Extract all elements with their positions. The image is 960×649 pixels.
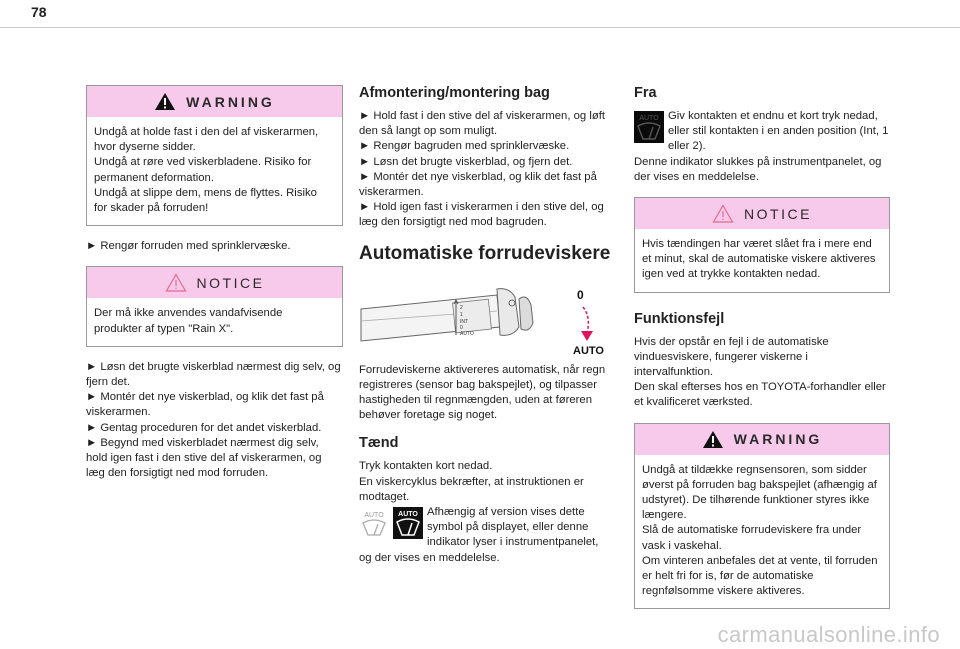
auto-wiper-filled-icon bbox=[393, 507, 423, 539]
notice-header bbox=[87, 267, 342, 298]
svg-text:1: 1 bbox=[460, 311, 463, 318]
notice-header bbox=[635, 198, 889, 229]
section-heading: Tænd bbox=[359, 435, 399, 452]
paragraph-line: Den skal efterses hos en TOYOTA-forhandler eller et kvalificeret værksted. bbox=[634, 381, 886, 409]
section-heading: Fra bbox=[634, 85, 657, 101]
notice-triangle-icon bbox=[165, 273, 187, 292]
warning-header bbox=[87, 86, 342, 117]
notice-triangle-icon bbox=[712, 204, 734, 223]
warning-triangle-icon bbox=[154, 92, 176, 111]
step-item: ► Rengør bagruden med sprinklervæske. bbox=[359, 140, 570, 153]
notice-box bbox=[634, 197, 890, 293]
warning-box bbox=[86, 85, 343, 226]
paragraph-line: Tryk kontakten kort nedad. bbox=[359, 460, 493, 473]
notice-title: NOTICE bbox=[196, 274, 265, 291]
off-description: Giv kontakten et endnu et kort tryk nedad, eller stil kontakten i en anden position (Int, 1 eller 2). bbox=[668, 110, 889, 153]
icon-auto-label: AUTO bbox=[364, 512, 384, 520]
section-heading: Funktionsfejl bbox=[634, 310, 725, 327]
warning-line: Om vinteren anbefales det at vente, til forruden er helt fri for is, før de automatiske regnfølsomme viskere aktiveres. bbox=[642, 554, 878, 598]
step-item: ► Montér det nye viskerblad, og klik det fast på viskerarmen. bbox=[86, 391, 324, 419]
warning-line: Slå de automatiske forrudeviskere fra under vask i vaskehal. bbox=[642, 524, 862, 552]
indicator-paragraph bbox=[359, 505, 613, 566]
auto-wiper-outline-icon bbox=[359, 507, 389, 539]
paragraph-line: Hvis der opstår en fejl i de automatiske vinduesviskere, fungerer viskerne i intervalfunktion. bbox=[634, 335, 829, 379]
column-3 bbox=[634, 85, 890, 622]
warning-line: Undgå at holde fast i den del af viskerarmen, hvor dyserne sidder. bbox=[94, 126, 319, 154]
auto-wiper-intro: Forrudeviskerne aktivereres automatisk, når regn registreres (sensor bag bakspejlet), og tilpasser hastigheden til regnmængden, uden at føreren behøver foretage sig noget. bbox=[359, 363, 606, 422]
column-2 bbox=[359, 85, 613, 566]
paragraph-line: En viskercyklus bekræfter, at instruktionen er modtaget. bbox=[359, 475, 584, 503]
warning-line: Undgå at slippe dem, mens de flyttes. Risiko for skader på forruden! bbox=[94, 186, 317, 215]
header-divider bbox=[0, 27, 960, 28]
step-item: ► Løsn det brugte viskerblad, og fjern det. bbox=[359, 155, 573, 168]
warning-body bbox=[87, 117, 342, 225]
notice-box bbox=[86, 266, 343, 346]
warning-line: Undgå at tildække regnsensoren, som sidder øverst på forruden bag bakspejlet (afhængig af udstyret). De tilhørende funktioner styres ikke længere. bbox=[642, 463, 877, 522]
svg-text:2: 2 bbox=[460, 304, 463, 311]
position-zero-label: 0 bbox=[577, 287, 584, 302]
lever-auto-label: AUTO bbox=[460, 330, 474, 337]
step-item: ► Gentag proceduren for det andet viskerblad. bbox=[86, 421, 322, 434]
svg-text:0: 0 bbox=[460, 324, 463, 331]
auto-wiper-indicator-icon bbox=[634, 111, 664, 143]
step-list bbox=[359, 109, 613, 231]
step-item: ► Montér det nye viskerblad, og klik det fast på viskerarmen. bbox=[359, 170, 597, 199]
step-item: ► Løsn det brugte viskerblad nærmest dig selv, og fjern det. bbox=[86, 360, 341, 389]
notice-body: Der må ikke anvendes vandafvisende produkter af typen "Rain X". bbox=[94, 307, 283, 335]
notice-title: NOTICE bbox=[744, 205, 812, 222]
notice-body: Hvis tændingen har været slået fra i mere end et minut, skal de automatiske viskere aktiveres igen ved at trykke kontakten nedad. bbox=[642, 238, 876, 281]
column-1 bbox=[86, 85, 343, 481]
fault-paragraph bbox=[634, 335, 890, 411]
warning-box bbox=[634, 423, 890, 610]
indicator-description: Afhængig af version vises dette symbol på displayet, eller denne indikator lyser i instrumentpanelet, og der vises en meddelelse. bbox=[359, 506, 599, 564]
warning-body bbox=[635, 455, 889, 609]
icon-auto-label: AUTO bbox=[398, 511, 418, 519]
warning-title: WARNING bbox=[733, 431, 823, 448]
auto-position-label: AUTO bbox=[573, 344, 604, 355]
page-number: 78 bbox=[31, 4, 47, 20]
paragraph-line: Denne indikator slukkes på instrumentpanelet, og der vises en meddelelse. bbox=[634, 155, 882, 183]
warning-title: WARNING bbox=[186, 93, 275, 110]
warning-triangle-icon bbox=[702, 430, 724, 449]
section-heading: Afmontering/montering bag bbox=[359, 85, 550, 101]
off-paragraph bbox=[634, 109, 890, 155]
step-item: ► Rengør forruden med sprinklervæske. bbox=[86, 240, 291, 253]
icon-auto-label: AUTO bbox=[639, 115, 659, 122]
warning-line: Undgå at røre ved viskerbladene. Risiko for permanent deformation. bbox=[94, 156, 312, 184]
step-item: ► Hold igen fast i viskerarmen i den stive del, og læg den forsigtigt ned mod bagruden. bbox=[359, 201, 604, 229]
svg-text:INT: INT bbox=[460, 318, 469, 325]
wiper-stalk-illustration bbox=[359, 275, 613, 355]
watermark: carmanualsonline.info bbox=[717, 622, 940, 647]
step-item: ► Begynd med viskerbladet nærmest dig selv, hold igen fast i den stive del af viskerarmen, og læg den forsigtigt ned mod forruden. bbox=[86, 436, 322, 480]
step-item: ► Hold fast i den stive del af viskerarmen, og løft den så langt op som muligt. bbox=[359, 110, 606, 138]
warning-header bbox=[635, 424, 889, 455]
section-title: Automatiske forrudeviskere bbox=[359, 242, 611, 264]
